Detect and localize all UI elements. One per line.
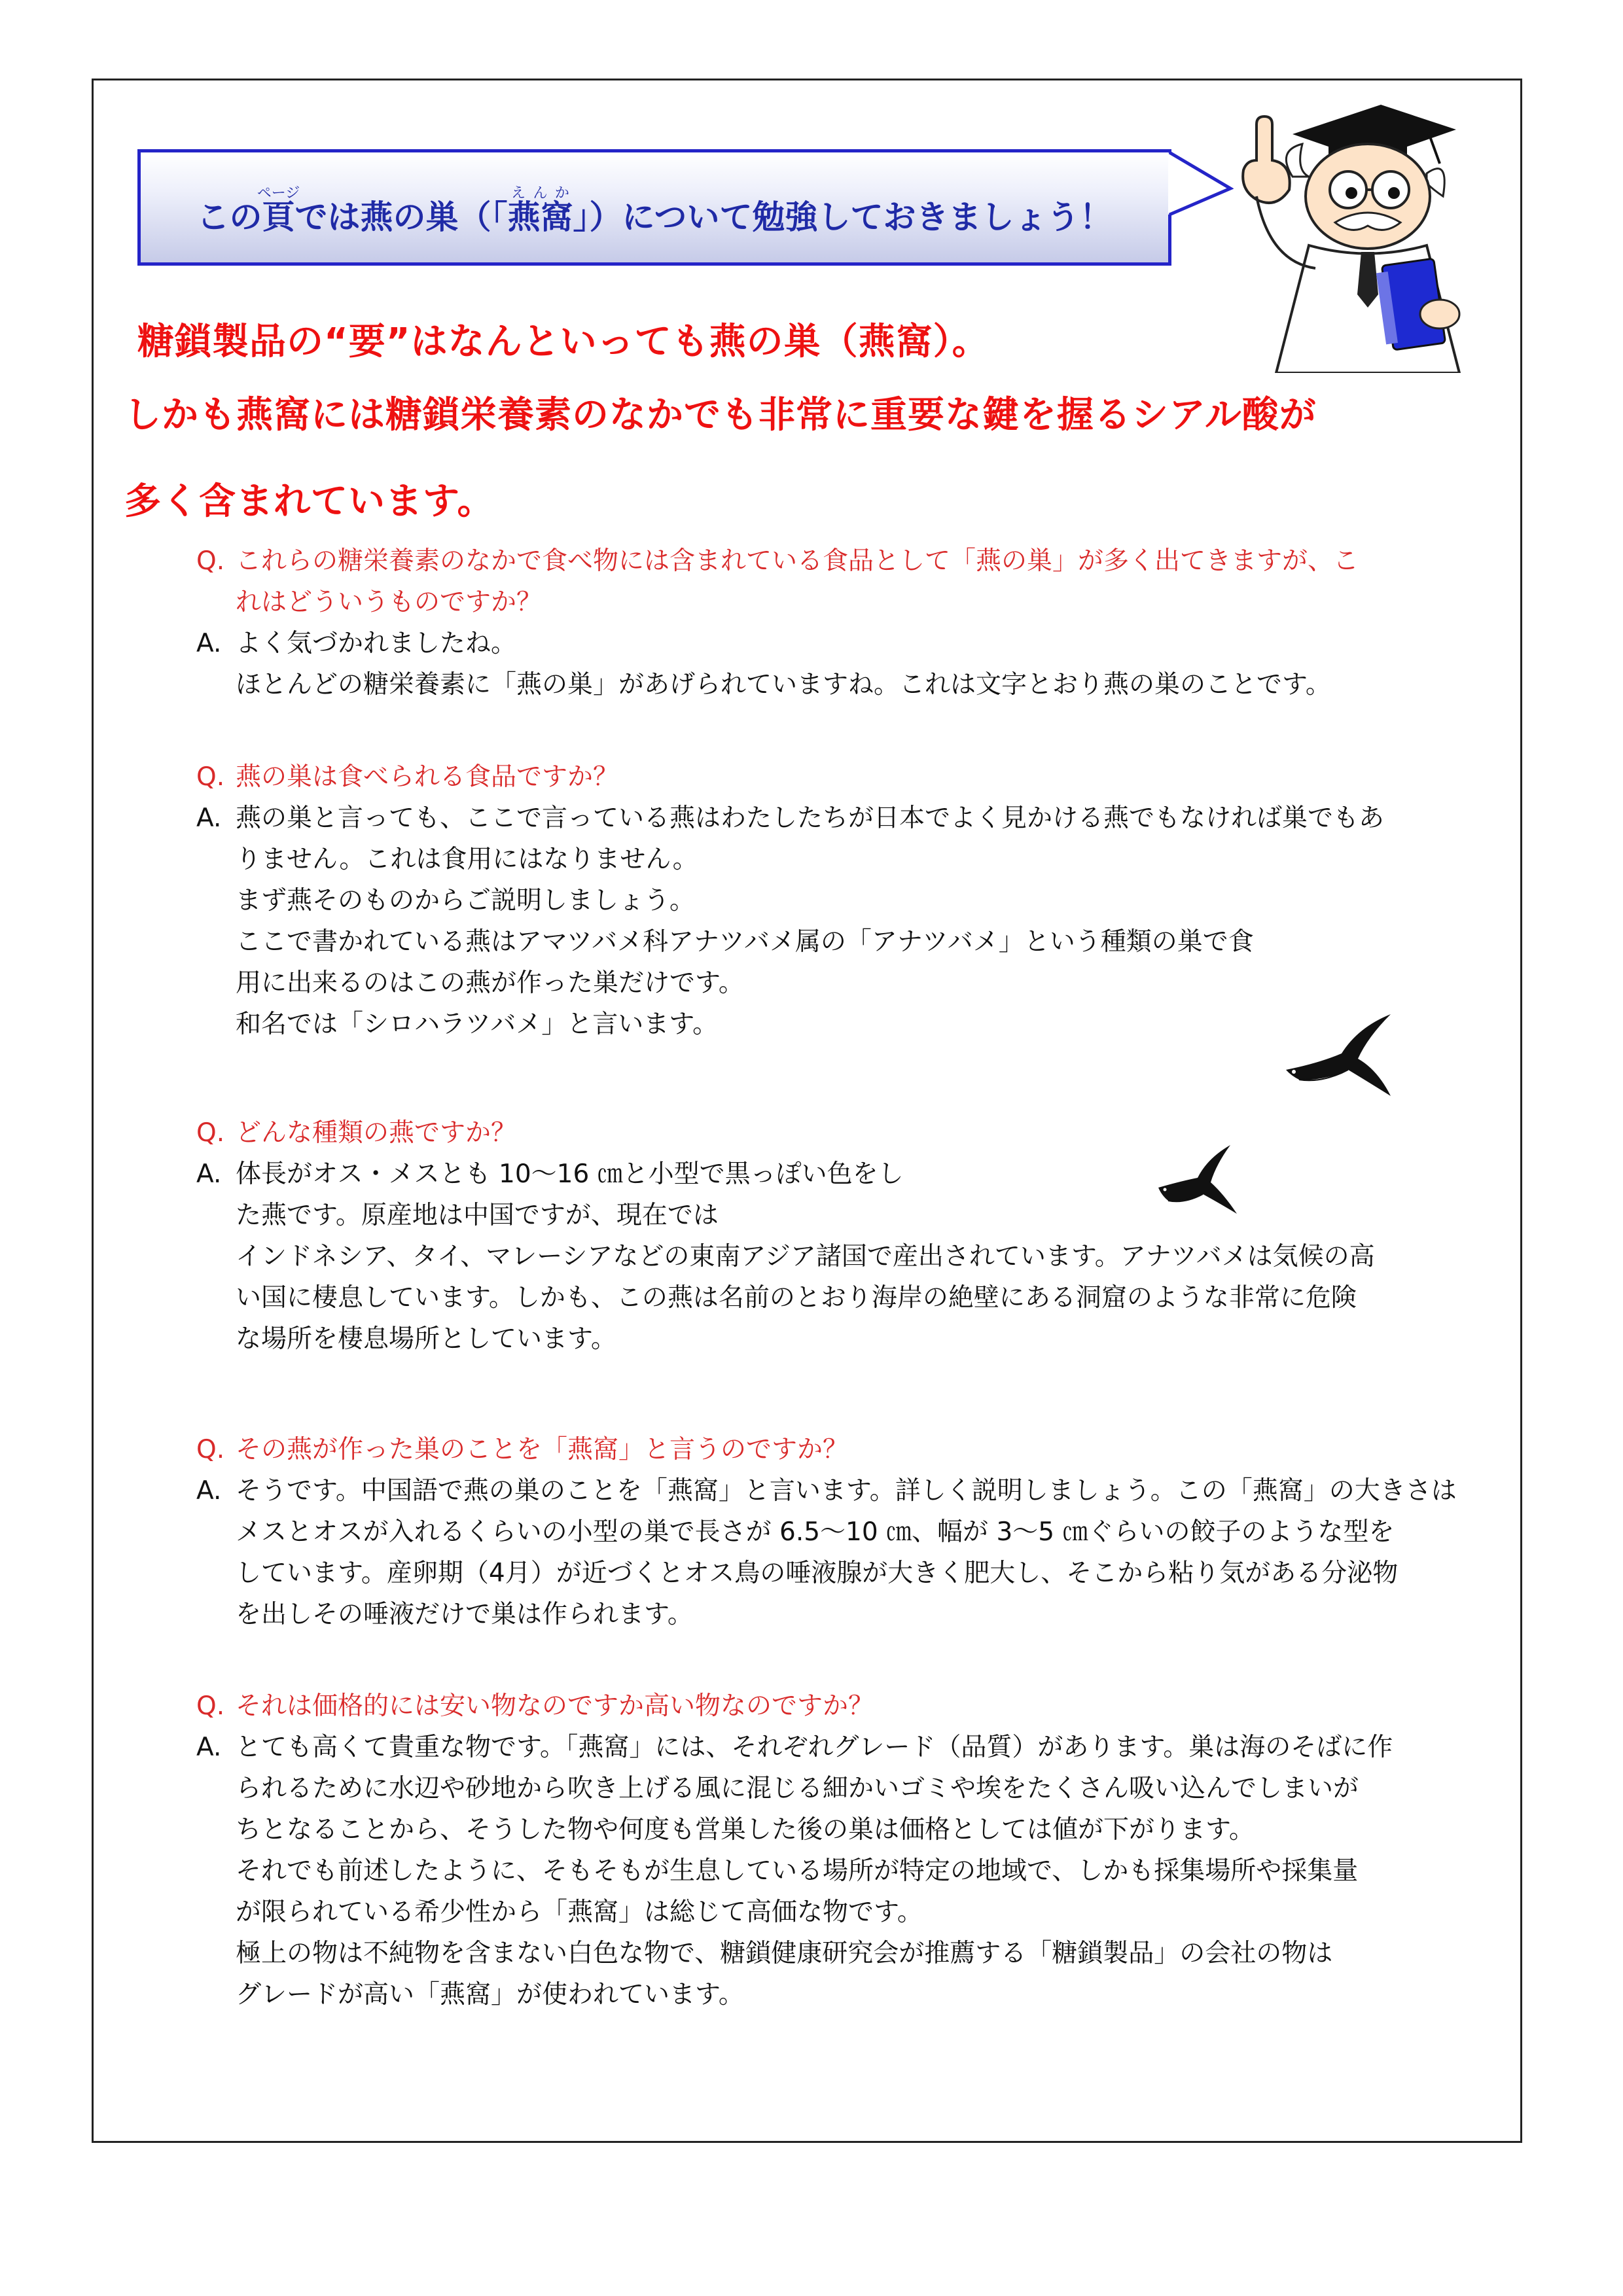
page-kanji: 頁 xyxy=(257,198,300,236)
answer-text: しています。産卵期（4月）が近づくとオス鳥の唾液腺が大きく肥大し、そこから粘り気がある分泌物 xyxy=(236,1559,1399,1588)
enka-kanji: 燕窩 xyxy=(507,198,573,236)
question-marker: Q. xyxy=(196,1435,225,1464)
qa-block-3 xyxy=(196,1112,1479,1360)
answer-text: 和名では「シロハラツバメ」と言います。 xyxy=(236,1010,719,1039)
answer-text: を出しその唾液だけで巣は作られます。 xyxy=(236,1600,693,1629)
answer-marker: A. xyxy=(196,1159,222,1189)
question-marker: Q. xyxy=(196,1118,225,1148)
answer-text: メスとオスが入れるくらいの小型の巣で長さが 6.5～10 ㎝、幅が 3～5 ㎝ぐらいの餃子のような型を xyxy=(236,1517,1395,1547)
headline-line-1: 糖鎖製品の“要”はなんといっても燕の巣（燕窩）。 xyxy=(137,321,990,363)
speech-bubble-tail xyxy=(1168,149,1234,228)
answer-text: グレードが高い「燕窩」が使われています。 xyxy=(236,1980,744,2009)
question-text: その燕が作った巣のことを「燕窩」と言うのですか？ xyxy=(236,1435,849,1464)
bubble-text-pre: この xyxy=(196,198,262,236)
answer-marker: A. xyxy=(196,1733,222,1762)
answer-marker: A. xyxy=(196,629,222,658)
swallow-icon xyxy=(1279,1008,1397,1106)
answer-text: な場所を棲息場所としています。 xyxy=(236,1324,616,1354)
headline-line-2: しかも燕窩には糖鎖栄養素のなかでも非常に重要な鍵を握るシアル酸が xyxy=(124,394,1317,436)
question-text: 燕の巣は食べられる食品ですか？ xyxy=(236,762,619,792)
professor-illustration xyxy=(1230,98,1486,373)
answer-text: よく気づかれましたね。 xyxy=(236,629,517,658)
swallow-icon xyxy=(1152,1142,1243,1220)
answer-text: ここで書かれている燕はアマツバメ科アナツバメ属の「アナツバメ」という種類の巣で食 xyxy=(236,927,1254,957)
answer-text: た燕です。原産地は中国ですが、現在では xyxy=(236,1201,719,1230)
answer-text: 燕の巣と言っても、ここで言っている燕はわたしたちが日本でよく見かける燕でもなければ巣でもあ xyxy=(236,804,1385,833)
answer-text: それでも前述したように、そもそもが生息している場所が特定の地域で、しかも採集場所や採集量 xyxy=(236,1856,1359,1886)
ruby-enka xyxy=(507,185,573,236)
qa-block-5 xyxy=(196,1686,1479,2015)
answer-text: が限られている希少性から「燕窩」は総じて高価な物です。 xyxy=(236,1898,923,1927)
speech-bubble-text xyxy=(197,177,1113,238)
answer-text: 用に出来るのはこの燕が作った巣だけです。 xyxy=(236,968,744,998)
answer-text: い国に棲息しています。しかも、この燕は名前のとおり海岸の絶壁にある洞窟のような非常に危険 xyxy=(236,1283,1357,1313)
answer-marker: A. xyxy=(196,804,222,833)
question-marker: Q. xyxy=(196,1691,225,1721)
qa-block-2 xyxy=(196,756,1479,1045)
question-text: これらの糖栄養素のなかで食べ物には含まれている食品として「燕の巣」が多く出てきますが、こ xyxy=(236,546,1359,576)
answer-text: 体長がオス・メスとも 10～16 ㎝と小型で黒っぽい色をし xyxy=(236,1159,904,1189)
answer-text: まず燕そのものからご説明しましょう。 xyxy=(236,886,696,915)
qa-block-1 xyxy=(196,540,1479,705)
answer-text: ほとんどの糖栄養素に「燕の巣」があげられていますね。これは文字とおり燕の巣のことです。 xyxy=(236,670,1331,699)
answer-text: インドネシア、タイ、マレーシアなどの東南アジア諸国で産出されています。アナツバメは気候の高 xyxy=(236,1242,1375,1271)
answer-text: ちとなることから、そうした物や何度も営巣した後の巣は価格としては値が下がります。 xyxy=(236,1815,1255,1845)
ruby-page xyxy=(257,185,300,236)
bubble-text-mid: では燕の巣（「 xyxy=(294,198,508,236)
qa-block-4 xyxy=(196,1429,1479,1635)
question-marker: Q. xyxy=(196,546,225,576)
answer-text: られるために水辺や砂地から吹き上げる風に混じる細かいゴミや埃をたくさん吸い込んでしまいが xyxy=(236,1774,1359,1803)
enka-ruby: えんか xyxy=(507,185,573,202)
answer-marker: A. xyxy=(196,1476,222,1506)
speech-bubble xyxy=(137,149,1171,266)
page-ruby: ページ xyxy=(257,185,300,202)
question-text: それは価格的には安い物なのですか高い物なのですか？ xyxy=(236,1691,874,1721)
answer-text: りません。これは食用にはなりません。 xyxy=(236,845,698,874)
question-text: れはどういうものですか？ xyxy=(236,588,543,617)
question-text: どんな種類の燕ですか？ xyxy=(236,1118,517,1148)
answer-text: 極上の物は不純物を含まない白色な物で、糖鎖健康研究会が推薦する「糖鎖製品」の会社の物は xyxy=(236,1939,1333,1968)
question-marker: Q. xyxy=(196,762,225,792)
answer-text: とても高くて貴重な物です。「燕窩」には、それぞれグレード（品質）があります。巣は海のそばに作 xyxy=(236,1733,1393,1762)
answer-text: そうです。中国語で燕の巣のことを「燕窩」と言います。詳しく説明しましょう。この「燕窩」の大きさは xyxy=(236,1476,1457,1506)
headline-line-3: 多く含まれています。 xyxy=(124,480,495,523)
bubble-text-post: 」）について勉強しておきましょう！ xyxy=(573,198,1113,236)
